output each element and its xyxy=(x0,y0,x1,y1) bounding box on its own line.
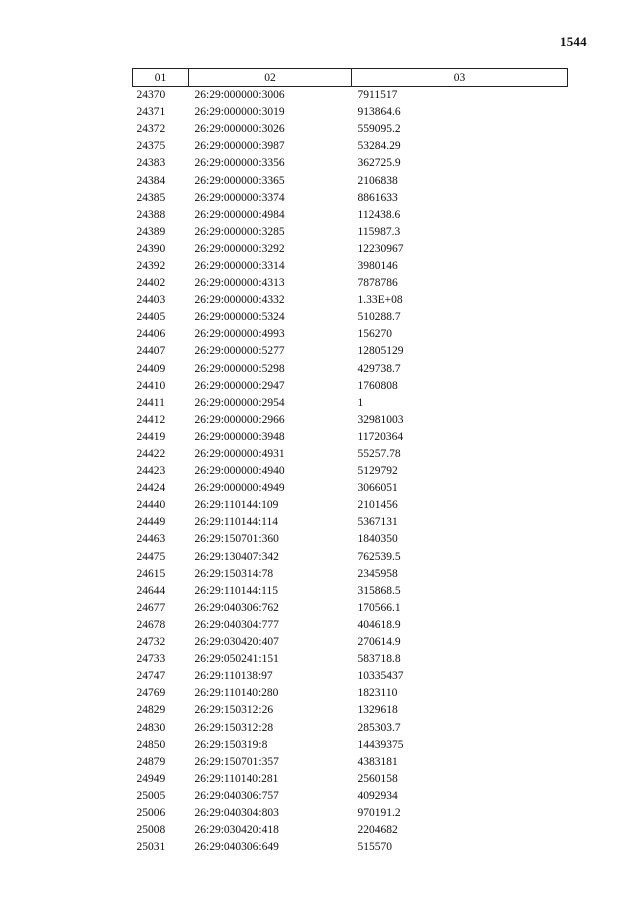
table-row xyxy=(133,788,568,805)
value-cell: 7878786 xyxy=(357,277,398,290)
cadastral-number-cell: 26:29:000000:3026 xyxy=(194,123,285,136)
cadastral-number-cell: 26:29:000000:3987 xyxy=(194,140,285,153)
table-row xyxy=(133,514,568,531)
table-row xyxy=(133,275,568,292)
value-cell: 10335437 xyxy=(357,670,404,683)
value-cell: 404618.9 xyxy=(357,618,401,631)
table-row xyxy=(133,617,568,634)
cadastral-number-cell: 26:29:150314:78 xyxy=(194,567,274,580)
header-row xyxy=(133,69,568,87)
value-cell: 583718.8 xyxy=(357,653,401,666)
row-id-cell: 25005 xyxy=(136,789,166,802)
table-body xyxy=(133,87,568,857)
cadastral-number-cell: 26:29:150312:28 xyxy=(194,721,274,734)
table-row xyxy=(133,497,568,514)
table-row xyxy=(133,634,568,651)
value-cell: 3066051 xyxy=(357,482,398,495)
value-cell: 115987.3 xyxy=(357,225,401,238)
cadastral-number-cell: 26:29:150319:8 xyxy=(194,738,268,751)
row-id-cell: 24463 xyxy=(136,533,166,546)
cadastral-number-cell: 26:29:000000:3314 xyxy=(194,259,285,272)
table-row xyxy=(133,685,568,702)
cadastral-number-cell: 26:29:110144:115 xyxy=(194,584,278,597)
value-cell: 1.33E+08 xyxy=(357,294,403,307)
value-cell: 429738.7 xyxy=(357,362,401,375)
table-row xyxy=(133,121,568,138)
row-id-cell: 24733 xyxy=(136,653,166,666)
row-id-cell: 24677 xyxy=(136,601,166,614)
table-row xyxy=(133,480,568,497)
cadastral-number-cell: 26:29:040306:649 xyxy=(194,841,279,854)
table-row xyxy=(133,805,568,822)
table-row xyxy=(133,172,568,189)
table-row xyxy=(133,651,568,668)
table-row xyxy=(133,463,568,480)
table-row xyxy=(133,87,568,105)
cadastral-number-cell: 26:29:000000:4332 xyxy=(194,294,285,307)
row-id-cell: 24475 xyxy=(136,550,166,563)
row-id-cell: 24403 xyxy=(136,294,166,307)
value-cell: 4092934 xyxy=(357,789,398,802)
value-cell: 170566.1 xyxy=(357,601,401,614)
column-header-01: 01 xyxy=(133,69,189,87)
row-id-cell: 24769 xyxy=(136,687,166,700)
value-cell: 112438.6 xyxy=(357,208,401,221)
cadastral-number-cell: 26:29:000000:5324 xyxy=(194,311,285,324)
row-id-cell: 24422 xyxy=(136,448,166,461)
table-row xyxy=(133,429,568,446)
row-id-cell: 24850 xyxy=(136,738,166,751)
table-row xyxy=(133,737,568,754)
value-cell: 4383181 xyxy=(357,755,398,768)
value-cell: 8861633 xyxy=(357,191,398,204)
cadastral-number-cell: 26:29:000000:3356 xyxy=(194,157,285,170)
value-cell: 14439375 xyxy=(357,738,404,751)
row-id-cell: 24747 xyxy=(136,670,166,683)
value-cell: 913864.6 xyxy=(357,106,401,119)
value-cell: 1823110 xyxy=(357,687,398,700)
value-cell: 5129792 xyxy=(357,465,398,478)
cadastral-number-cell: 26:29:000000:2966 xyxy=(194,413,285,426)
cadastral-number-cell: 26:29:110140:281 xyxy=(194,772,279,785)
cadastral-number-cell: 26:29:110144:109 xyxy=(194,499,279,512)
row-id-cell: 24388 xyxy=(136,208,166,221)
cadastral-number-cell: 26:29:110140:280 xyxy=(194,687,279,700)
cadastral-number-cell: 26:29:000000:4984 xyxy=(194,208,285,221)
cadastral-number-cell: 26:29:000000:4931 xyxy=(194,448,285,461)
value-cell: 53284.29 xyxy=(357,140,401,153)
row-id-cell: 24372 xyxy=(136,123,166,136)
row-id-cell: 24440 xyxy=(136,499,166,512)
cadastral-number-cell: 26:29:000000:3006 xyxy=(194,89,285,102)
cadastral-number-cell: 26:29:110138:97 xyxy=(194,670,273,683)
table-row xyxy=(133,839,568,856)
cadastral-number-cell: 26:29:050241:151 xyxy=(194,653,279,666)
cadastral-number-cell: 26:29:000000:4993 xyxy=(194,328,285,341)
table-row xyxy=(133,138,568,155)
table-row xyxy=(133,583,568,600)
row-id-cell: 25031 xyxy=(136,841,166,854)
row-id-cell: 24402 xyxy=(136,277,166,290)
cadastral-number-cell: 26:29:040304:777 xyxy=(194,618,279,631)
table-row xyxy=(133,241,568,258)
cadastral-number-cell: 26:29:130407:342 xyxy=(194,550,279,563)
value-cell: 362725.9 xyxy=(357,157,401,170)
table-row xyxy=(133,292,568,309)
row-id-cell: 24410 xyxy=(136,379,166,392)
row-id-cell: 24615 xyxy=(136,567,166,580)
table-row xyxy=(133,104,568,121)
table-row xyxy=(133,309,568,326)
table-row xyxy=(133,378,568,395)
cadastral-number-cell: 26:29:000000:4940 xyxy=(194,465,285,478)
row-id-cell: 24830 xyxy=(136,721,166,734)
value-cell: 12805129 xyxy=(357,345,404,358)
cadastral-number-cell: 26:29:150701:357 xyxy=(194,755,279,768)
row-id-cell: 24411 xyxy=(136,396,165,409)
row-id-cell: 24371 xyxy=(136,106,166,119)
value-cell: 1840350 xyxy=(357,533,398,546)
value-cell: 156270 xyxy=(357,328,392,341)
table-row xyxy=(133,531,568,548)
table-row xyxy=(133,566,568,583)
cadastral-number-cell: 26:29:030420:407 xyxy=(194,636,279,649)
value-cell: 2345958 xyxy=(357,567,398,580)
row-id-cell: 24407 xyxy=(136,345,166,358)
table-row xyxy=(133,326,568,343)
value-cell: 1329618 xyxy=(357,704,398,717)
cadastral-number-cell: 26:29:040304:803 xyxy=(194,806,279,819)
cadastral-number-cell: 26:29:000000:4949 xyxy=(194,482,285,495)
value-cell: 2101456 xyxy=(357,499,398,512)
table-row xyxy=(133,155,568,172)
value-cell: 762539.5 xyxy=(357,550,401,563)
table-row xyxy=(133,822,568,839)
column-header-03: 03 xyxy=(352,69,568,87)
table-row xyxy=(133,343,568,360)
row-id-cell: 25006 xyxy=(136,806,166,819)
row-id-cell: 25008 xyxy=(136,824,166,837)
table-row xyxy=(133,395,568,412)
column-header-02: 02 xyxy=(189,69,352,87)
page-number: 1544 xyxy=(560,34,587,49)
table-header xyxy=(133,69,568,87)
row-id-cell: 24879 xyxy=(136,755,166,768)
cadastral-number-cell: 26:29:000000:3374 xyxy=(194,191,285,204)
table-row xyxy=(133,258,568,275)
row-id-cell: 24370 xyxy=(136,89,166,102)
row-id-cell: 24405 xyxy=(136,311,166,324)
row-id-cell: 24419 xyxy=(136,430,166,443)
cadastral-number-cell: 26:29:000000:5298 xyxy=(194,362,285,375)
row-id-cell: 24389 xyxy=(136,225,166,238)
value-cell: 5367131 xyxy=(357,516,398,529)
row-id-cell: 24678 xyxy=(136,618,166,631)
cadastral-number-cell: 26:29:000000:3948 xyxy=(194,430,285,443)
value-cell: 3980146 xyxy=(357,259,398,272)
row-id-cell: 24385 xyxy=(136,191,166,204)
value-cell: 285303.7 xyxy=(357,721,401,734)
table-row xyxy=(133,412,568,429)
table-row xyxy=(133,719,568,736)
value-cell: 2560158 xyxy=(357,772,398,785)
cadastral-number-cell: 26:29:000000:2947 xyxy=(194,379,285,392)
data-table xyxy=(132,68,568,856)
table-row xyxy=(133,361,568,378)
table-row xyxy=(133,600,568,617)
cadastral-number-cell: 26:29:000000:3019 xyxy=(194,106,285,119)
row-id-cell: 24383 xyxy=(136,157,166,170)
cadastral-number-cell: 26:29:110144:114 xyxy=(194,516,278,529)
row-id-cell: 24409 xyxy=(136,362,166,375)
cadastral-number-cell: 26:29:000000:3292 xyxy=(194,242,285,255)
table-row xyxy=(133,702,568,719)
cadastral-number-cell: 26:29:150312:26 xyxy=(194,704,274,717)
table-row xyxy=(133,446,568,463)
row-id-cell: 24375 xyxy=(136,140,166,153)
value-cell: 970191.2 xyxy=(357,806,401,819)
row-id-cell: 24644 xyxy=(136,584,166,597)
cadastral-number-cell: 26:29:030420:418 xyxy=(194,824,279,837)
value-cell: 2106838 xyxy=(357,174,398,187)
row-id-cell: 24949 xyxy=(136,772,166,785)
row-id-cell: 24392 xyxy=(136,259,166,272)
cadastral-number-cell: 26:29:040306:762 xyxy=(194,601,279,614)
value-cell: 1 xyxy=(357,396,364,409)
row-id-cell: 24384 xyxy=(136,174,166,187)
value-cell: 7911517 xyxy=(357,89,398,102)
table-row xyxy=(133,771,568,788)
value-cell: 32981003 xyxy=(357,413,404,426)
table-row xyxy=(133,549,568,566)
value-cell: 510288.7 xyxy=(357,311,401,324)
cadastral-number-cell: 26:29:000000:4313 xyxy=(194,277,285,290)
cadastral-number-cell: 26:29:150701:360 xyxy=(194,533,279,546)
cadastral-number-cell: 26:29:000000:5277 xyxy=(194,345,285,358)
table-row xyxy=(133,190,568,207)
row-id-cell: 24732 xyxy=(136,636,166,649)
value-cell: 315868.5 xyxy=(357,584,401,597)
row-id-cell: 24829 xyxy=(136,704,166,717)
value-cell: 515570 xyxy=(357,841,392,854)
cadastral-number-cell: 26:29:000000:3365 xyxy=(194,174,285,187)
table-row xyxy=(133,207,568,224)
row-id-cell: 24412 xyxy=(136,413,166,426)
row-id-cell: 24449 xyxy=(136,516,166,529)
cadastral-number-cell: 26:29:040306:757 xyxy=(194,789,279,802)
value-cell: 11720364 xyxy=(357,430,404,443)
row-id-cell: 24390 xyxy=(136,242,166,255)
cadastral-number-cell: 26:29:000000:2954 xyxy=(194,396,285,409)
cadastral-number-cell: 26:29:000000:3285 xyxy=(194,225,285,238)
table-row xyxy=(133,754,568,771)
row-id-cell: 24423 xyxy=(136,465,166,478)
value-cell: 2204682 xyxy=(357,824,398,837)
table-row xyxy=(133,668,568,685)
row-id-cell: 24406 xyxy=(136,328,166,341)
row-id-cell: 24424 xyxy=(136,482,166,495)
value-cell: 12230967 xyxy=(357,242,404,255)
value-cell: 1760808 xyxy=(357,379,398,392)
value-cell: 270614.9 xyxy=(357,636,401,649)
value-cell: 559095.2 xyxy=(357,123,401,136)
value-cell: 55257.78 xyxy=(357,448,401,461)
table-row xyxy=(133,224,568,241)
